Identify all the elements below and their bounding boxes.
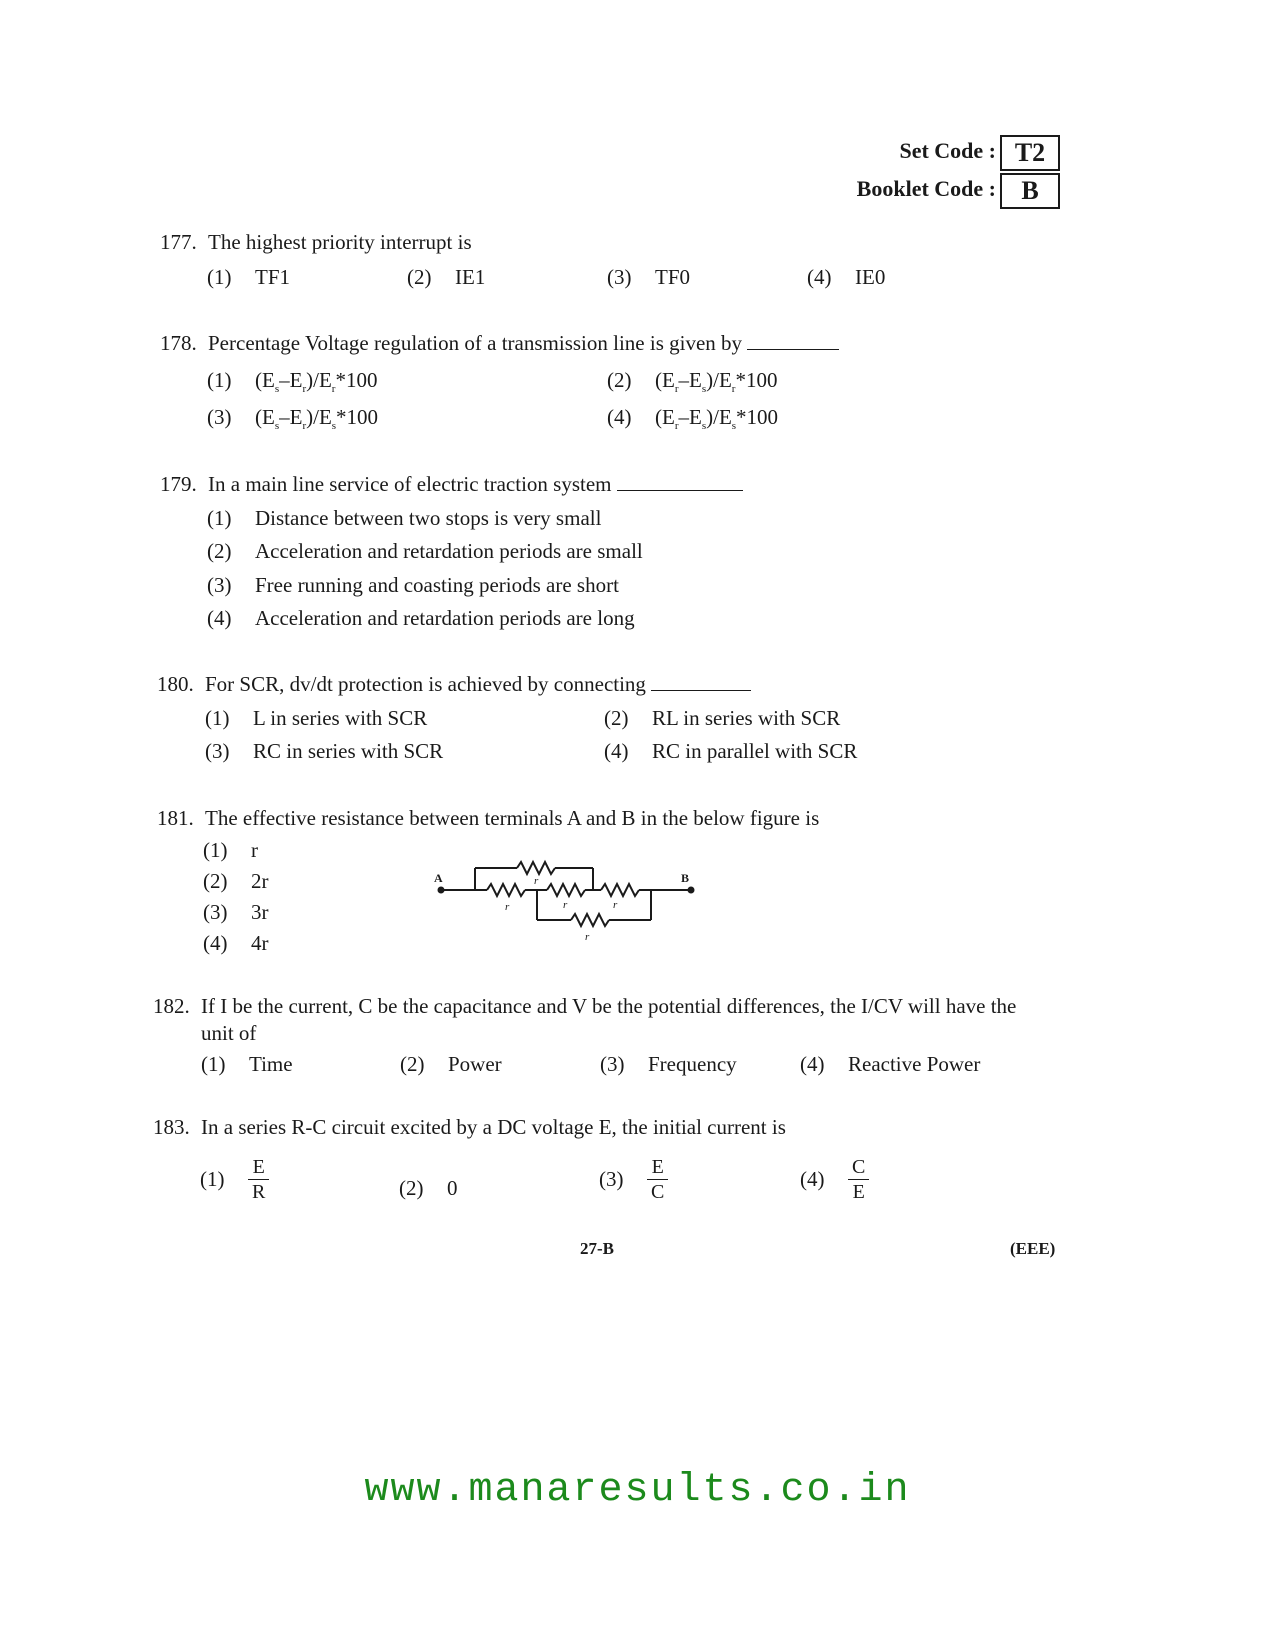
option: (1) Distance between two stops is very small — [207, 506, 602, 530]
question-177 — [160, 230, 472, 255]
option: (3) RC in series with SCR — [205, 739, 444, 763]
option: (3) Frequency — [600, 1052, 737, 1076]
question-number: 183. — [153, 1115, 190, 1139]
page-number: 27-B — [580, 1239, 614, 1258]
answer-blank — [651, 672, 751, 691]
option: (4) IE0 — [807, 265, 886, 289]
question-number: 179. — [160, 472, 197, 496]
question-text-continued: unit of — [201, 1021, 257, 1045]
option: (2) Power — [400, 1052, 502, 1076]
terminal-a-label: A — [434, 871, 443, 885]
option: (4) 4r — [203, 931, 269, 955]
option: (4) Acceleration and retardation periods are long — [207, 606, 635, 630]
fraction: $\frac{E}{C}$ — [647, 1155, 668, 1204]
option: (3) $(E_s-E_r)/E_s*100$ — [207, 405, 379, 433]
resistor-network-figure — [425, 850, 715, 950]
fraction: $\frac{E}{R}$ — [248, 1155, 269, 1204]
terminal-b-dot — [688, 887, 695, 894]
option: (1) $(E_s-E_r)/E_r*100$ — [207, 368, 378, 396]
question-text: In a main line service of electric traction system — [208, 472, 612, 496]
formula: $(E_s-E_r)/E_s*100$ — [255, 405, 379, 433]
formula: $(E_r-E_s)/E_s*100$ — [655, 405, 779, 433]
option: (2) Acceleration and retardation periods are small — [207, 539, 643, 563]
option: (1) L in series with SCR — [205, 706, 428, 730]
booklet-code-label: Booklet Code : — [856, 176, 996, 201]
question-181 — [157, 806, 819, 831]
question-text: If I be the current, C be the capacitance and V be the potential differences, the I/CV will have the — [201, 994, 1017, 1018]
question-text: For SCR, dv/dt protection is achieved by connecting — [205, 672, 646, 696]
option: (3) TF0 — [607, 265, 691, 289]
question-text: The highest priority interrupt is — [208, 230, 472, 254]
formula: $(E_s-E_r)/E_r*100$ — [255, 368, 378, 396]
question-179 — [160, 472, 743, 497]
terminal-b-label: B — [681, 871, 690, 885]
subject-code: (EEE) — [1010, 1239, 1056, 1258]
question-number: 177. — [160, 230, 197, 254]
question-text: In a series R-C circuit excited by a DC voltage E, the initial current is — [201, 1115, 786, 1139]
option: (1) r — [203, 838, 258, 862]
resistor-label: r — [563, 899, 568, 911]
question-number: 178. — [160, 331, 197, 355]
formula: $(E_r-E_s)/E_r*100$ — [655, 368, 778, 396]
answer-blank — [617, 472, 743, 491]
option: (3) $\frac{E}{C}$ — [599, 1155, 668, 1204]
resistor-label: r — [613, 899, 618, 911]
option: (3) Free running and coasting periods are short — [207, 573, 619, 597]
question-183 — [153, 1115, 786, 1140]
watermark-link[interactable]: www.manaresults.co.in — [364, 1468, 911, 1513]
set-code-value: T2 — [1000, 135, 1060, 171]
set-code-label: Set Code : — [899, 138, 996, 163]
option: (1) TF1 — [207, 265, 291, 289]
question-number: 182. — [153, 994, 190, 1018]
question-180 — [157, 672, 751, 697]
option: (2) RL in series with SCR — [604, 706, 841, 730]
answer-blank — [747, 331, 839, 350]
booklet-code-value: B — [1000, 173, 1060, 209]
resistor-label: r — [534, 875, 539, 887]
option: (3) 3r — [203, 900, 269, 924]
option: (2) 2r — [203, 869, 269, 893]
option: (4) Reactive Power — [800, 1052, 981, 1076]
question-text: Percentage Voltage regulation of a transmission line is given by — [208, 331, 743, 355]
option: (4) $\frac{C}{E}$ — [800, 1155, 869, 1204]
option: (1) $\frac{E}{R}$ — [200, 1155, 269, 1204]
option: (4) RC in parallel with SCR — [604, 739, 858, 763]
option: (2) $(E_r-E_s)/E_r*100$ — [607, 368, 778, 396]
question-number: 180. — [157, 672, 194, 696]
question-182 — [153, 994, 1016, 1019]
fraction: $\frac{C}{E}$ — [848, 1155, 869, 1204]
question-178 — [160, 331, 839, 356]
question-number: 181. — [157, 806, 194, 830]
question-text: The effective resistance between terminals A and B in the below figure is — [205, 806, 820, 830]
option: (1) Time — [201, 1052, 293, 1076]
terminal-a-dot — [438, 887, 445, 894]
option: (2) IE1 — [407, 265, 486, 289]
resistor-label: r — [505, 901, 510, 913]
resistor-label: r — [585, 931, 590, 943]
option: (2) 0 — [399, 1176, 458, 1200]
option: (4) $(E_r-E_s)/E_s*100$ — [607, 405, 779, 433]
